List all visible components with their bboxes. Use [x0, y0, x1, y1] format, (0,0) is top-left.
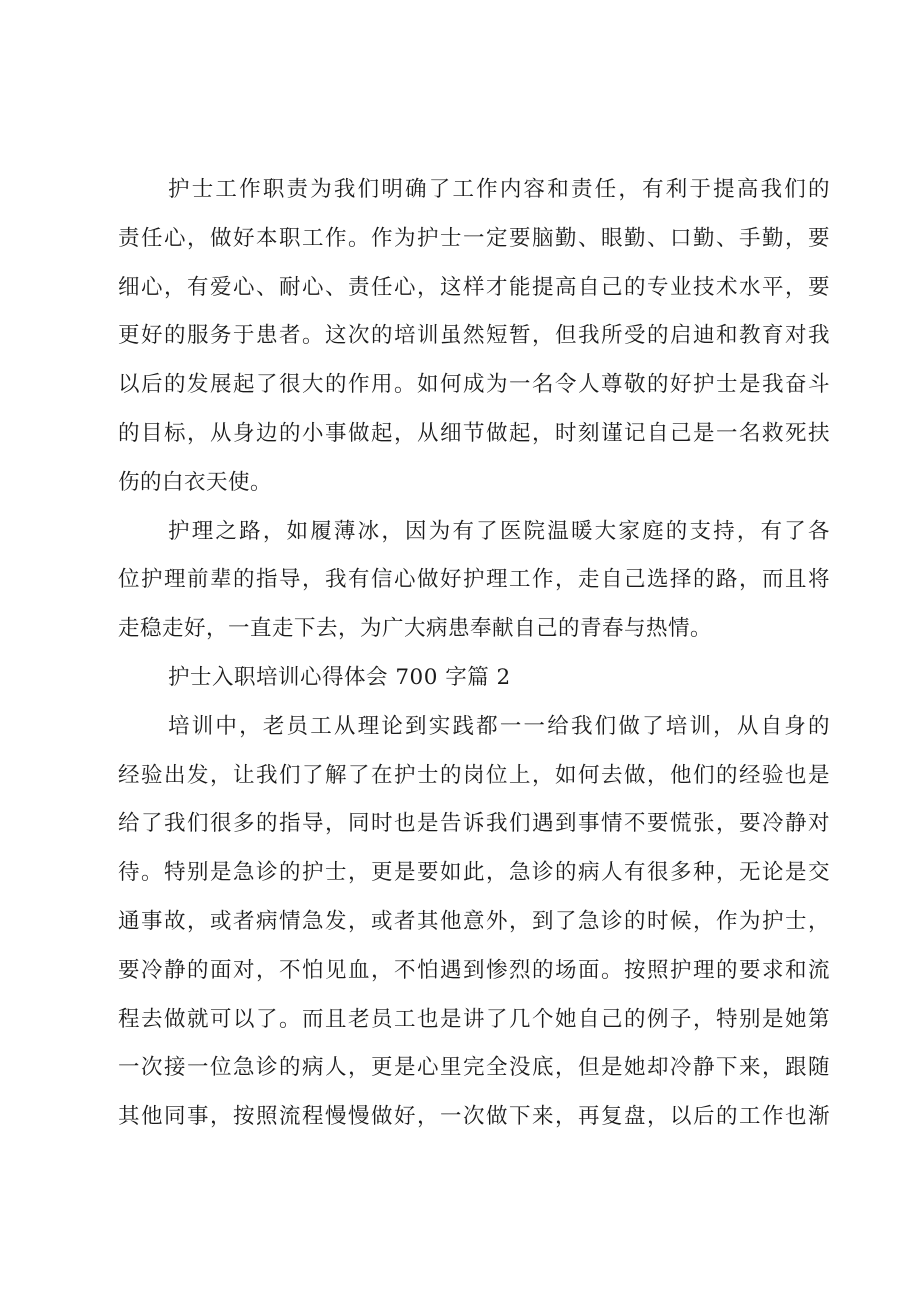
text-line: 以后的发展起了很大的作用。如何成为一名令人尊敬的好护士是我奋斗	[118, 372, 830, 398]
text-line: 通事故，或者病情急发，或者其他意外，到了急诊的时候，作为护士，	[118, 908, 830, 934]
text-line: 程去做就可以了。而且老员工也是讲了几个她自己的例子，特别是她第	[118, 1006, 830, 1032]
paragraph	[118, 703, 830, 1142]
paragraph	[118, 166, 830, 508]
paragraph	[118, 508, 830, 654]
text-line: 给了我们很多的指导，同时也是告诉我们遇到事情不要慌张，要冷静对	[118, 811, 830, 837]
text-line: 位护理前辈的指导，我有信心做好护理工作，走自己选择的路，而且将	[118, 567, 830, 593]
text-line: 要冷静的面对，不怕见血，不怕遇到惨烈的场面。按照护理的要求和流	[118, 957, 830, 983]
text-line: 的目标，从身边的小事做起，从细节做起，时刻谨记自己是一名救死扶	[118, 420, 830, 446]
text-line: 经验出发，让我们了解了在护士的岗位上，如何去做，他们的经验也是	[118, 762, 830, 788]
text-line: 更好的服务于患者。这次的培训虽然短暂，但我所受的启迪和教育对我	[118, 323, 830, 349]
text-line: 护理之路，如履薄冰，因为有了医院温暖大家庭的支持，有了各	[168, 518, 830, 544]
text-line: 其他同事，按照流程慢慢做好，一次做下来，再复盘，以后的工作也渐	[118, 1104, 830, 1130]
text-line: 待。特别是急诊的护士，更是要如此，急诊的病人有很多种，无论是交	[118, 860, 830, 886]
text-line: 责任心，做好本职工作。作为护士一定要脑勤、眼勤、口勤、手勤，要	[118, 225, 830, 251]
text-line: 一次接一位急诊的病人，更是心里完全没底，但是她却冷静下来，跟随	[118, 1055, 830, 1081]
document-body	[118, 166, 830, 1142]
text-line: 培训中，老员工从理论到实践都一一给我们做了培训，从自身的	[168, 713, 830, 739]
text-line: 护士工作职责为我们明确了工作内容和责任，有利于提高我们的	[168, 177, 830, 202]
section-heading: 护士入职培训心得体会 700 字篇 2	[168, 664, 511, 690]
text-line: 细心，有爱心、耐心、责任心，这样才能提高自己的专业技术水平，要	[118, 274, 830, 300]
text-line: 伤的白衣天使。	[118, 469, 273, 495]
text-line: 走稳走好，一直走下去，为广大病患奉献自己的青春与热情。	[118, 616, 713, 642]
